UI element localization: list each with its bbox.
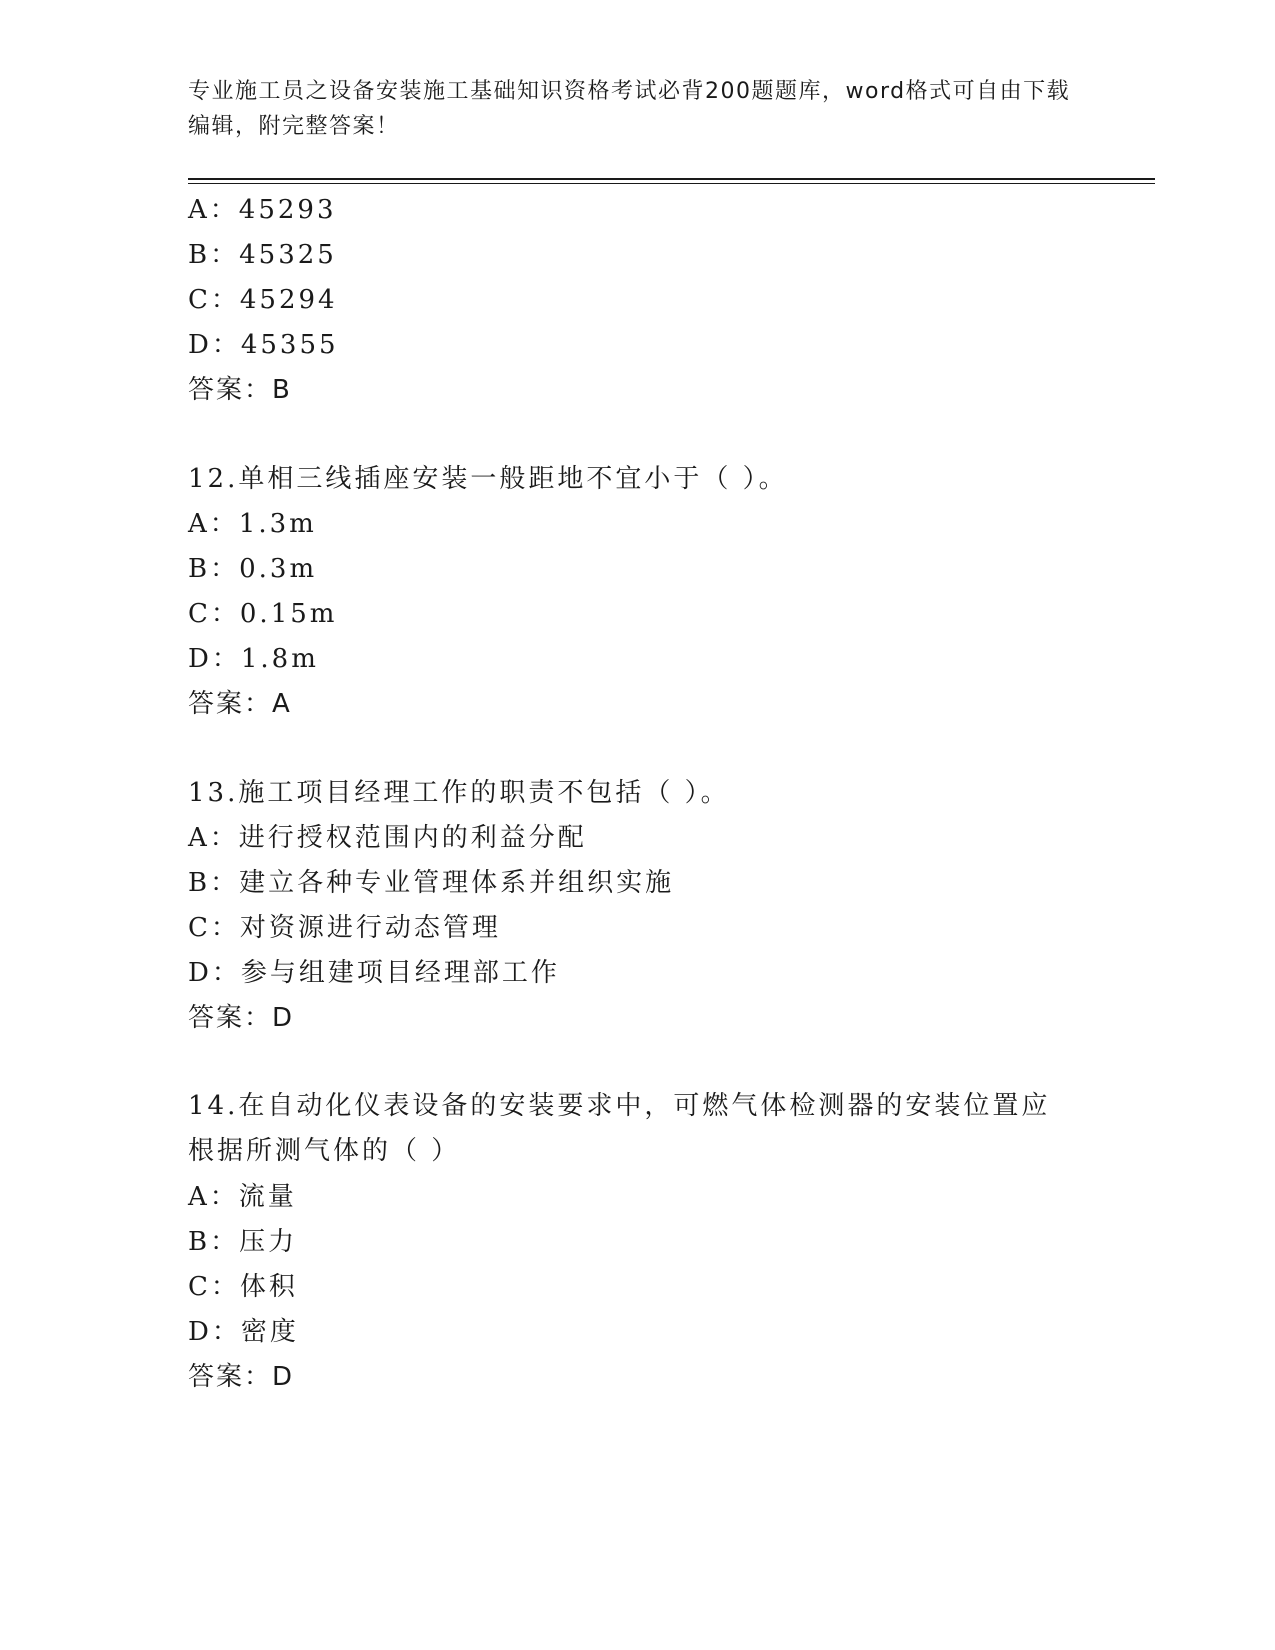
option-c: C：45294: [188, 285, 338, 315]
answer: 答案：D: [188, 1362, 295, 1392]
option-c: C：0.15m: [188, 599, 338, 629]
option-d: D：1.8m: [188, 644, 319, 674]
option-c: C：体积: [188, 1272, 298, 1302]
option-d: D：密度: [188, 1317, 299, 1347]
question-text: 12.单相三线插座安装一般距地不宜小于（ ）。: [188, 464, 788, 494]
option-b: B：建立各种专业管理体系并组织实施: [188, 868, 675, 898]
option-a: A：进行授权范围内的利益分配: [188, 823, 587, 853]
option-a: A：45293: [188, 195, 337, 225]
answer: 答案：A: [188, 689, 292, 719]
option-a: A：流量: [188, 1182, 297, 1212]
option-b: B：压力: [188, 1227, 298, 1257]
question-text: 13.施工项目经理工作的职责不包括（ ）。: [188, 778, 730, 808]
option-a: A：1.3m: [188, 509, 317, 539]
option-c: C：对资源进行动态管理: [188, 913, 501, 943]
answer: 答案：D: [188, 1003, 295, 1033]
question-text: 14.在自动化仪表设备的安装要求中，可燃气体检测器的安装位置应根据所测气体的（ ）: [188, 1091, 1051, 1166]
document-title: 专业施工员之设备安装施工基础知识资格考试必背200题题库，word格式可自由下载编辑，附完整答案！: [188, 79, 1071, 139]
option-d: D：参与组建项目经理部工作: [188, 958, 560, 988]
option-b: B：45325: [188, 240, 337, 270]
option-b: B：0.3m: [188, 554, 318, 584]
header-rule-thin: [188, 183, 1155, 184]
header-rule-thick: [188, 178, 1155, 180]
option-d: D：45355: [188, 330, 339, 360]
answer: 答案：B: [188, 375, 292, 405]
